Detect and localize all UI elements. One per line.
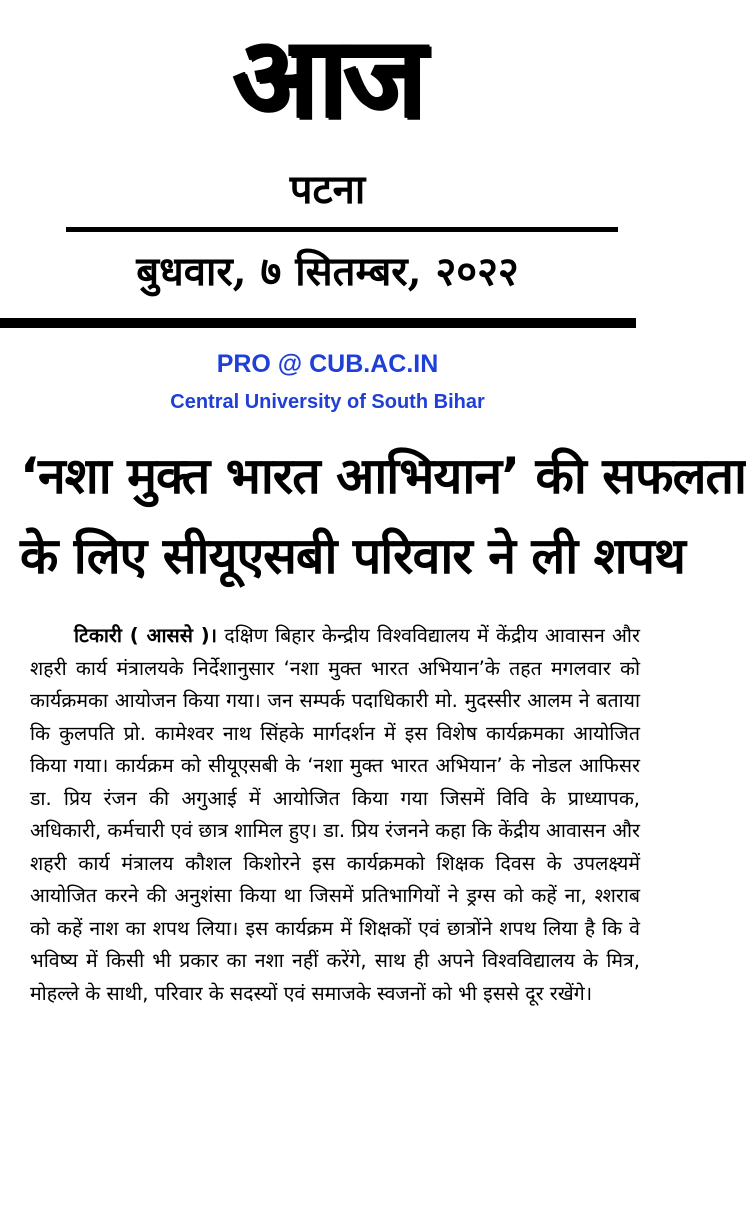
headline-line-2: के लिए सीयूएसबी परिवार ने ली शपथ	[20, 527, 685, 585]
masthead-divider	[66, 227, 618, 232]
article-dateline: टिकारी ( आससे )।	[74, 624, 218, 647]
source-university: Central University of South Bihar	[170, 391, 485, 413]
edition-date: बुधवार, ७ सितम्बर, २०२२	[136, 248, 519, 295]
source-pro-email: PRO @ CUB.AC.IN	[216, 350, 439, 378]
header-divider	[0, 318, 636, 328]
headline-line-1: ‘नशा मुक्त भारत आभियान’ की सफलता	[20, 447, 746, 505]
newspaper-masthead: आज	[232, 12, 423, 143]
edition-city: पटना	[289, 167, 366, 213]
article-headline	[20, 436, 746, 596]
article-body	[30, 620, 640, 1010]
article-body-text: दक्षिण बिहार केन्द्रीय विश्वविद्यालय में केंद्रीय आवासन और शहरी कार्य मंत्रालयके निर्देशानुसार ‘नशा मुक्त भारत अभियान’के तहत मगलवार को कार्यक्रमका आयोजन किया गया। जन सम्पर्क पदाधिकारी मो. मुदस्सीर आलम ने बताया कि कुलपति प्रो. कामेश्वर नाथ सिंहके मार्गदर्शन में इस विशेष कार्यक्रमका आयोजित किया गया। कार्यक्रम को सीयूएसबी के ‘नशा मुक्त भारत अभियान’ के नोडल आफिसर डा. प्रिय रंजन की अगुआई में आयोजित किया गया जिसमें विवि के प्राध्यापक, अधिकारी, कर्मचारी एवं छात्र शामिल हुए। डा. प्रिय रंजनने कहा कि केंद्रीय आवासन और शहरी कार्य मंत्रालय कौशल किशोरने इस कार्यक्रमको शिक्षक दिवस के उपलक्ष्यमें आयोजित करने की अनुशंसा किया था जिसमें प्रतिभागियों ने ड्रग्स को कहें ना, श्शराब को कहें नाश का शपथ लिया। इस कार्यक्रम में शिक्षकों एवं छात्रोंने शपथ लिया है कि वे भविष्य में किसी भी प्रकार का नशा नहीं करेंगे, साथ ही अपने विश्वविद्यालय के मित्र, मोहल्ले के साथी, परिवार के सदस्यों एवं समाजके स्वजनों को भी इससे दूर रखेंगे।	[30, 624, 640, 1005]
